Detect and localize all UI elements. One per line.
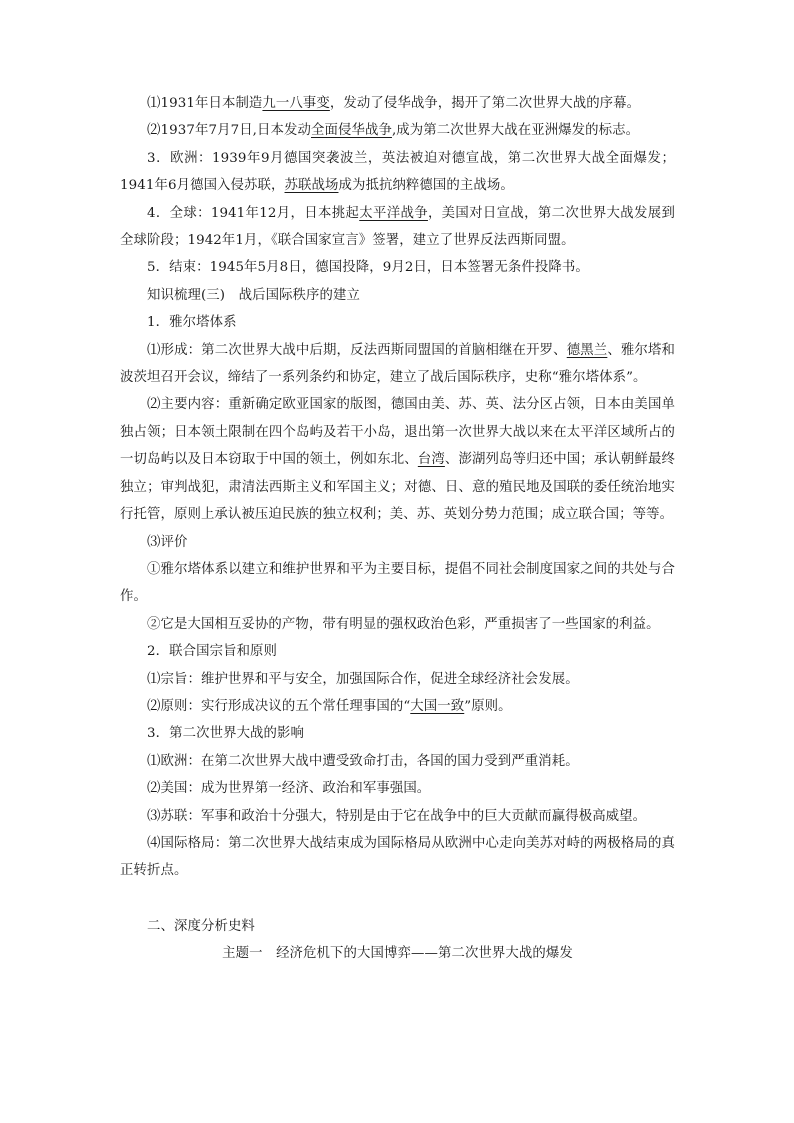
text-segment: ⑴欧洲：在第二次世界大战中遭受致命打击，各国的国力受到严重消耗。	[147, 753, 579, 769]
text-segment: 1．雅尔塔体系	[147, 315, 237, 331]
paragraph	[120, 200, 675, 255]
text-segment: ②它是大国相互妥协的产物，带有明显的强权政治色彩，严重损害了一些国家的利益。	[147, 616, 660, 632]
text-segment: 成为抵抗纳粹德国的主战场。	[338, 178, 514, 194]
text-segment: ⑶苏联：军事和政治十分强大，特别是由于它在战争中的巨大贡献而赢得极高威望。	[147, 808, 647, 824]
text-segment: ⑷国际格局：第二次世界大战结束成为国际格局从欧洲中心走向美苏对峙的两极格局的真正转折点。	[120, 835, 675, 879]
text-segment: 3．第二次世界大战的影响	[147, 726, 305, 742]
paragraph	[120, 90, 675, 117]
paragraph	[120, 693, 675, 720]
text-segment: ,成为第二次世界大战在亚洲爆发的标志。	[391, 123, 640, 139]
text-segment: ”原则。	[464, 698, 512, 714]
paragraph	[120, 117, 675, 144]
text-segment: ⑵1937年7月7日,日本发动	[147, 123, 311, 139]
text-segment: 5．结束：1945年5月8日，德国投降，9月2日，日本签署无条件投降书。	[147, 260, 589, 276]
underlined-term: 台湾	[417, 452, 445, 468]
text-segment: ⑶评价	[147, 534, 188, 550]
text-segment: ，美国对日宣战，第二次世界大战发展到全球阶段；1942年1月，《联合国家宣言》签署，建立了世界反法西斯同盟。	[120, 205, 676, 249]
text-segment: 2．联合国宗旨和原则	[147, 644, 278, 660]
paragraph	[120, 556, 675, 611]
underlined-term: 大国一致	[410, 698, 465, 714]
text-segment: 、雅尔塔和波茨坦召开会议，缔结了一系列条约和协定，建立了战后国际秩序，史称“雅尔塔体系”。	[120, 342, 675, 386]
paragraph	[120, 391, 675, 528]
paragraph	[120, 803, 675, 830]
paragraph	[120, 720, 675, 747]
paragraph	[120, 529, 675, 556]
paragraph	[120, 611, 675, 638]
paragraph	[120, 309, 675, 336]
text-segment: ⑵原则：实行形成决议的五个常任理事国的“	[147, 698, 411, 714]
underlined-term: 全面侵华战争	[311, 123, 392, 139]
text-segment: 知识梳理(三) 战后国际秩序的建立	[147, 287, 361, 303]
underlined-term: 德黑兰	[566, 342, 608, 358]
document-body	[120, 90, 675, 885]
paragraph	[120, 638, 675, 665]
text-segment: 4．全球：1941年12月，日本挑起	[147, 205, 360, 221]
underlined-term: 九一八事变	[262, 96, 330, 111]
section-title: 二、深度分析史料	[147, 918, 255, 934]
paragraph	[120, 748, 675, 775]
text-segment: 、澎湖列岛等归还中国；承认朝鲜最终独立；审判战犯，肃清法西斯主义和军国主义；对德、日、意的殖民地及国联的委任统治地实行托管，原则上承认被压迫民族的独立权利；美、苏、英划分势力范围；成立联合国；等等。	[120, 452, 675, 523]
text-segment: ①雅尔塔体系以建立和维护世界和平为主要目标，提倡不同社会制度国家之间的共处与合作。	[120, 561, 675, 605]
paragraph	[120, 337, 675, 392]
section-gap	[120, 885, 675, 913]
paragraph	[120, 830, 675, 885]
text-segment: ⑴1931年日本制造	[147, 96, 263, 111]
document-page	[120, 90, 675, 968]
paragraph	[120, 254, 675, 281]
text-segment: ⑴形成：第二次世界大战中后期，反法西斯同盟国的首脑相继在开罗、	[147, 342, 567, 358]
text-segment: ⑵主要内容：重新确定欧亚国家的版图，德国由美、苏、英、法分区占领，日本由美国单独占领；日本领土限制在四个岛屿及若干小岛，退出第一次世界大战以来在太平洋区域所占的一切岛屿以及日本窃取于中国的领土，例如东北、	[120, 397, 675, 468]
topic-title: 主题一 经济危机下的大国博弈——第二次世界大战的爆发	[222, 946, 573, 962]
subsection-heading	[120, 282, 675, 309]
text-segment: 3．欧洲：1939年9月德国突袭波兰，英法被迫对德宣战，第二次世界大战全面爆发；1941年6月德国入侵苏联，	[120, 150, 675, 194]
text-segment: ⑵美国：成为世界第一经济、政治和军事强国。	[147, 781, 431, 797]
underlined-term: 苏联战场	[284, 178, 339, 194]
text-segment: ⑴宗旨：维护世界和平与安全，加强国际合作，促进全球经济社会发展。	[147, 671, 579, 687]
paragraph	[120, 145, 675, 200]
text-segment: ，发动了侵华战争，揭开了第二次世界大战的序幕。	[329, 96, 641, 111]
paragraph	[120, 775, 675, 802]
paragraph	[120, 666, 675, 693]
underlined-term: 太平洋战争	[359, 205, 428, 221]
